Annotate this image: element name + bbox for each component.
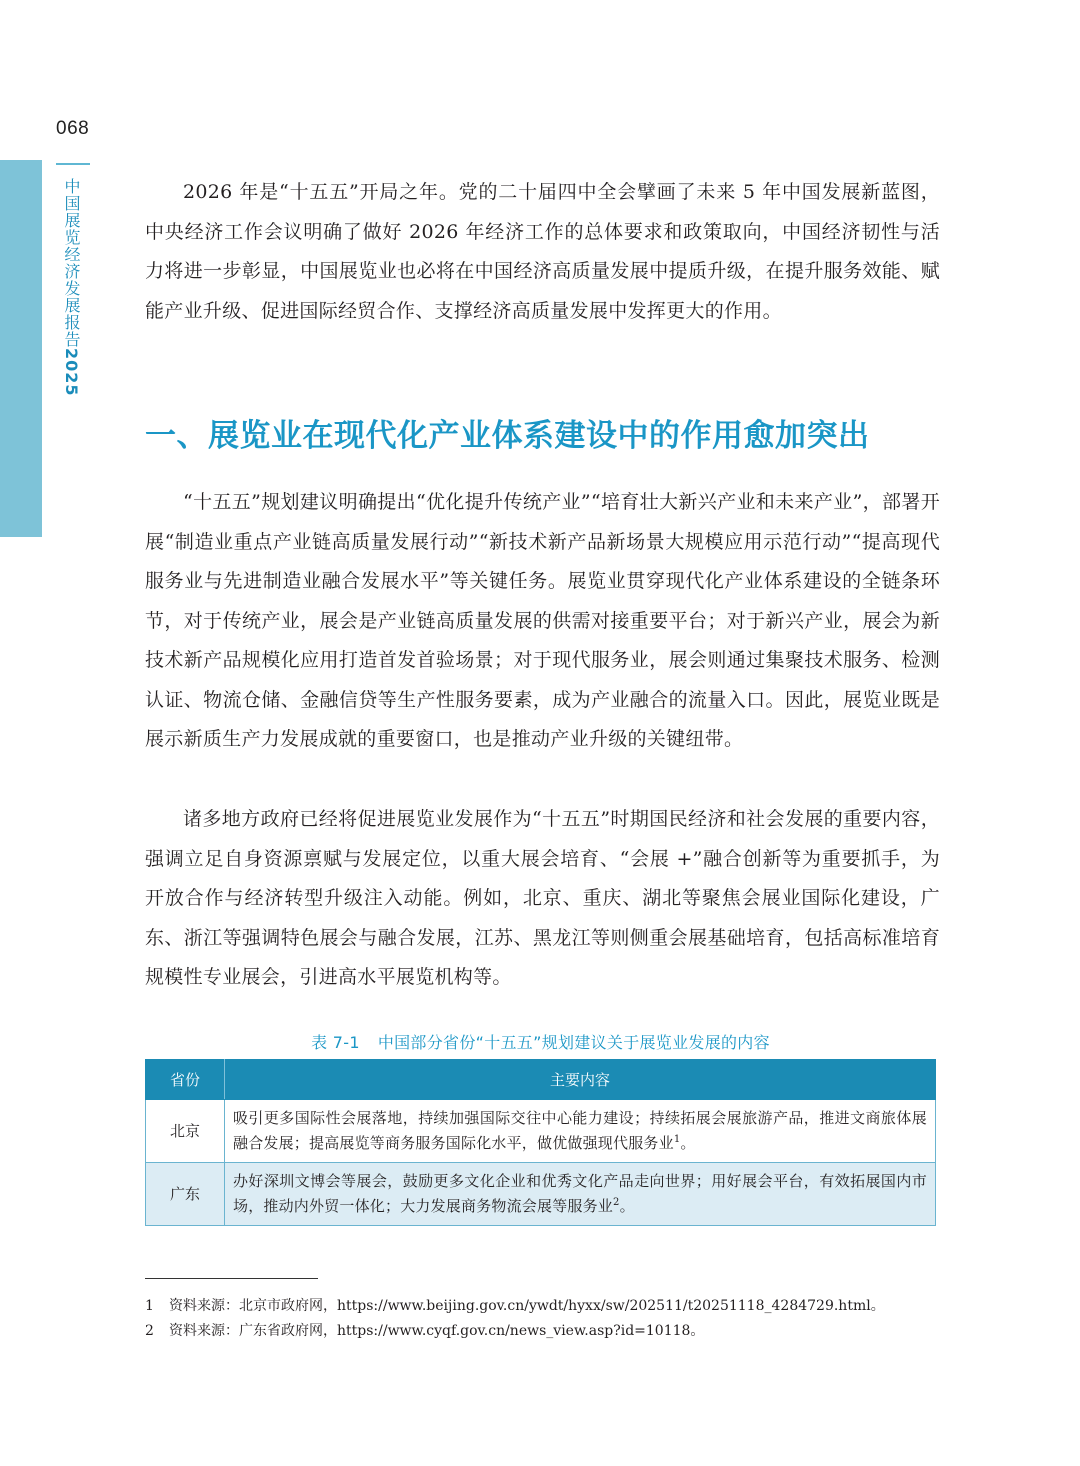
table-caption-number: 表 7-1 [311,1033,360,1052]
running-head-title: 中国展览经济发展报告 [62,178,81,348]
table-row [146,1100,936,1163]
body-paragraph-2: 诸多地方政府已经将促进展览业发展作为“十五五”时期国民经济和社会发展的重要内容，强调立足自身资源禀赋与发展定位，以重大展会培育、“会展 +”融合创新等为重要抓手，为开放合作与经济转型升级注入动能。例如，北京、重庆、湖北等聚焦会展业国际化建设，广东、浙江等强调特色展会与融合发展，江苏、黑龙江等则侧重会展基础培育，包括高标准培育规模性专业展会，引进高水平展览机构等。 [145,808,940,988]
page-number: 068 [56,118,90,139]
body-paragraph-1: “十五五”规划建议明确提出“优化提升传统产业”“培育壮大新兴产业和未来产业”，部署开展“制造业重点产业链高质量发展行动”“新技术新产品新场景大规模应用示范行动”“提高现代服务业与先进制造业融合发展水平”等关键任务。展览业贯穿现代化产业体系建设的全链条环节，对于传统产业，展会是产业链高质量发展的供需对接重要平台；对于新兴产业，展会为新技术新产品规模化应用打造首发首验场景；对于现代服务业，展会则通过集聚技术服务、检测认证、物流仓储、金融信贷等生产性服务要素，成为产业融合的流量入口。因此，展览业既是展示新质生产力发展成就的重要窗口，也是推动产业升级的关键纽带。 [145,491,940,750]
province-cell: 北京 [146,1100,225,1163]
side-tab-decoration [0,160,42,537]
table-caption-title: 中国部分省份“十五五”规划建议关于展览业发展的内容 [377,1033,770,1052]
footnote-number: 2 [145,1323,154,1339]
footnote-ref: 2 [613,1197,620,1208]
footnote-rule [145,1278,318,1279]
province-table [145,1059,936,1226]
content-cell [225,1100,936,1163]
content-end: 。 [619,1197,635,1215]
content-end: 。 [680,1134,696,1152]
footnote-ref: 1 [673,1134,681,1145]
content-text: 吸引更多国际性会展落地，持续加强国际交往中心能力建设；持续拓展会展旅游产品，推进文商旅体展融合发展；提高展览等商务服务国际化水平，做优做强现代服务业 [233,1109,927,1152]
header-province: 省份 [146,1060,225,1100]
content-cell [225,1163,936,1226]
intro-paragraph: 2026 年是“十五五”开局之年。党的二十届四中全会擘画了未来 5 年中国发展新蓝图，中央经济工作会议明确了做好 2026 年经济工作的总体要求和政策取向，中国经济韧性与活力将进一步彰显，中国展览业也必将在中国经济高质量发展中提质升级，在提升服务效能、赋能产业升级、促进国际经贸合作、支撑经济高质量发展中发挥更大的作用。 [145,181,940,322]
footnote-number: 1 [145,1298,154,1314]
running-head-year: 2025 [62,348,81,397]
section-heading: 一、展览业在现代化产业体系建设中的作用愈加突出 [145,418,870,454]
table-caption [145,1030,936,1053]
table-row [146,1163,936,1226]
province-cell: 广东 [146,1163,225,1226]
footnote [145,1321,945,1341]
running-head [58,178,84,397]
content-text: 办好深圳文博会等展会，鼓励更多文化企业和优秀文化产品走向世界；用好展会平台，有效拓展国内市场，推动内外贸一体化；大力发展商务物流会展等服务业 [233,1172,927,1215]
table-header-row [146,1060,936,1100]
header-content: 主要内容 [225,1060,936,1100]
footnote [145,1296,945,1316]
page-number-rule [56,163,90,165]
footnote-text: 资料来源：广东省政府网，https://www.cyqf.gov.cn/news_view.asp?id=10118。 [169,1323,705,1339]
footnote-text: 资料来源：北京市政府网，https://www.beijing.gov.cn/ywdt/hyxx/sw/202511/t20251118_4284729.html。 [169,1298,885,1314]
